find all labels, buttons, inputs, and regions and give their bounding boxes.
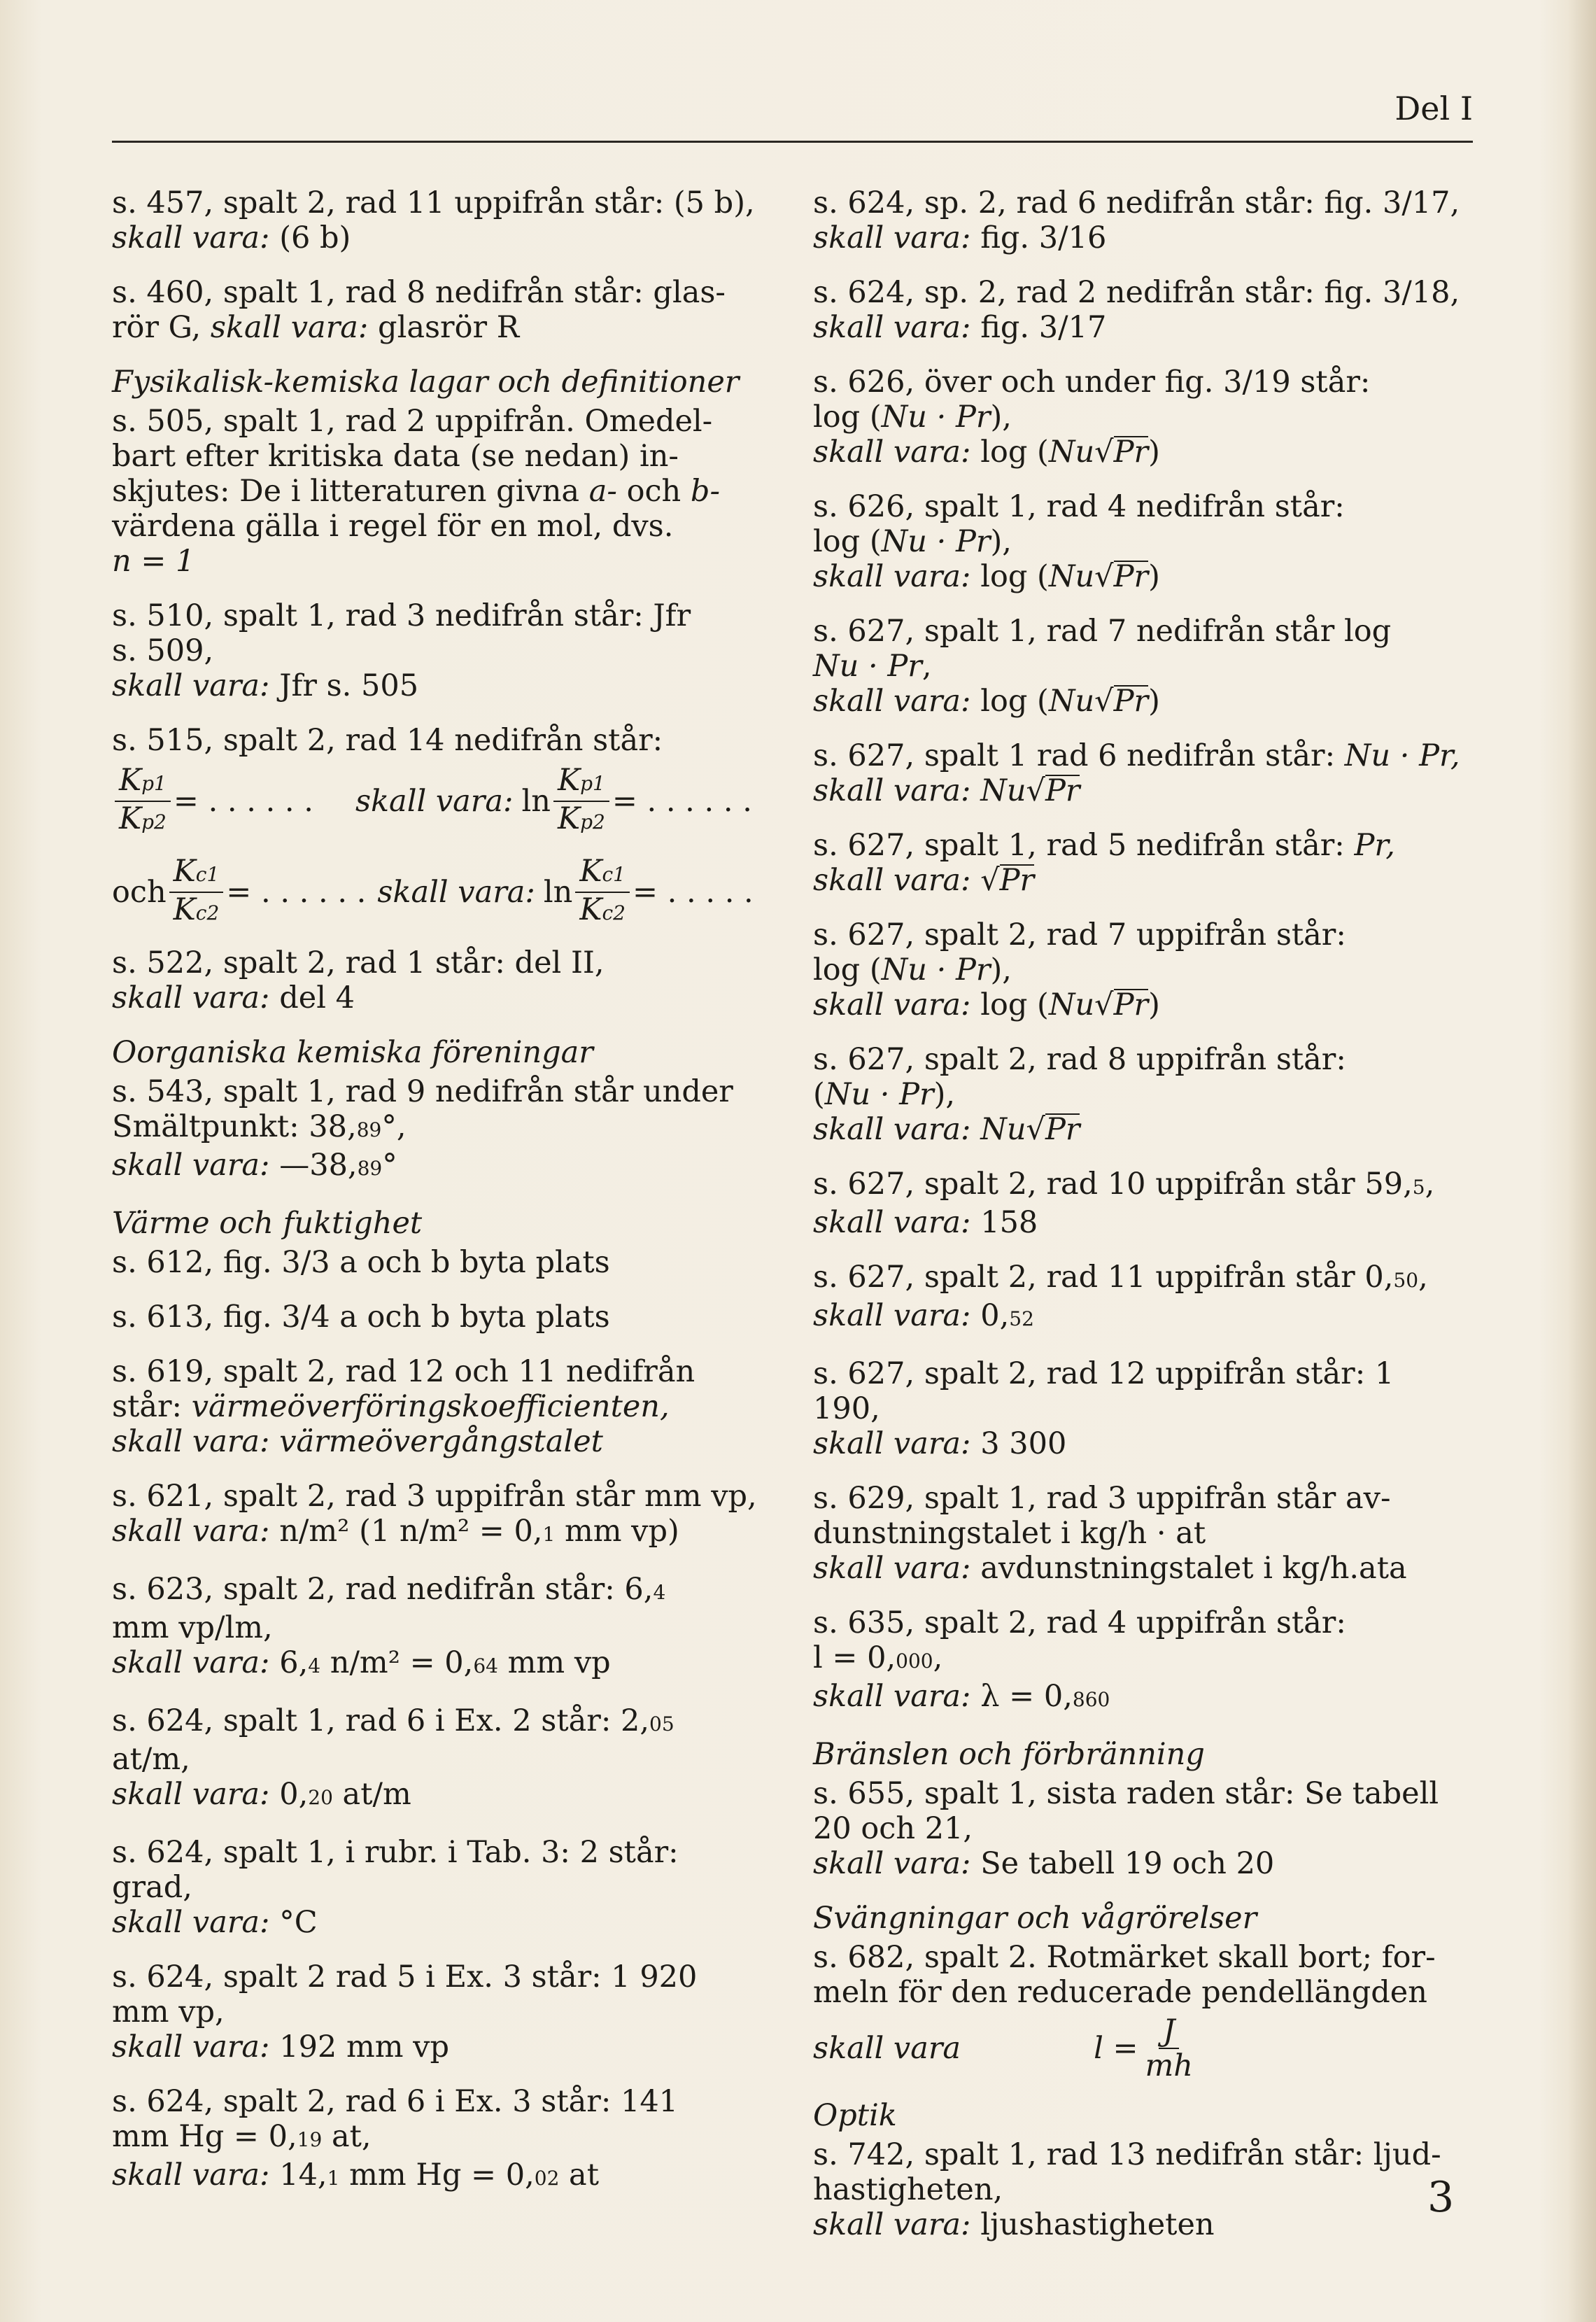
erratum-entry: s. 623, spalt 2, rad nedifrån står: 6,4 mm vp/lm, skall vara: 6,4 n/m² = 0,64 mm vp (112, 1572, 666, 1680)
erratum-entry: s. 627, spalt 2, rad 11 uppifrån står 0,50, skall vara: 0,52 (813, 1260, 1428, 1333)
section-heading: Värme och fuktighet (112, 1206, 423, 1241)
section-heading: Bränslen och förbränning (813, 1737, 1205, 1772)
formula-pendulum: skall vara l = $\frac{J}{mh}$ (813, 2013, 1193, 2083)
sqrt-sign: √ (980, 863, 1000, 898)
section-heading: Optik (813, 2098, 897, 2133)
sqrt-sign: √ (1026, 773, 1045, 808)
erratum-entry: s. 627, spalt 2, rad 7 uppifrån står: log (Nu · Pr), skall vara: log (Nu√Pr) (813, 917, 1346, 1022)
erratum-entry: s. 626, över och under fig. 3/19 står: log (Nu · Pr), skall vara: log (Nu√Pr) (813, 365, 1371, 470)
formula-kp: $\frac{Kp1}{Kp2}$ = . . . . . . skall vara: ln $\frac{Kp1}{Kp2}$ = . . . . . . (112, 764, 766, 839)
erratum-entry: s. 655, spalt 1, sista raden står: Se tabell 20 och 21, skall vara: Se tabell 19 och 20 (813, 1776, 1439, 1881)
section-heading: Svängningar och vågrörelser (813, 1901, 1257, 1936)
erratum-entry: s. 515, spalt 2, rad 14 nedifrån står: (112, 723, 663, 758)
erratum-entry: s. 624, spalt 1, i rubr. i Tab. 3: 2 står: grad, skall vara: °C (112, 1835, 679, 1940)
page-header (112, 83, 1473, 143)
section-heading: Fysikalisk-kemiska lagar och definitioner (112, 365, 740, 400)
erratum-entry: s. 624, spalt 2, rad 6 i Ex. 3 står: 141 mm Hg = 0,19 at, skall vara: 14,1 mm Hg = 0,02 at (112, 2084, 679, 2193)
erratum-entry: s. 627, spalt 2, rad 10 uppifrån står 59,5, skall vara: 158 (813, 1167, 1435, 1240)
header-rule (112, 141, 1473, 143)
erratum-entry: s. 742, spalt 1, rad 13 nedifrån står: ljud- hastigheten, skall vara: ljushastigheten (813, 2137, 1441, 2242)
erratum-entry: s. 505, spalt 1, rad 2 uppifrån. Omedel- bart efter kritiska data (se nedan) in- skjutes: De i litteraturen givna a- och b- värdena gälla i regel för en mol, dvs. n = 1 (112, 404, 720, 579)
sqrt-sign: √ (1094, 684, 1114, 719)
sqrt-sign: √ (1094, 559, 1114, 594)
erratum-entry: s. 624, spalt 2 rad 5 i Ex. 3 står: 1 920 mm vp, skall vara: 192 mm vp (112, 1959, 698, 2064)
erratum-entry: s. 619, spalt 2, rad 12 och 11 nedifrån står: värmeöverföringskoefficienten, skall vara: värmeövergångstalet (112, 1354, 695, 1459)
erratum-entry: s. 627, spalt 2, rad 12 uppifrån står: 1 190, skall vara: 3 300 (813, 1356, 1394, 1461)
erratum-entry: s. 612, fig. 3/3 a och b byta plats (112, 1245, 610, 1280)
sqrt-sign: √ (1026, 1112, 1045, 1147)
erratum-entry: s. 624, sp. 2, rad 2 nedifrån står: fig. 3/18, skall vara: fig. 3/17 (813, 275, 1460, 345)
sqrt-sign: √ (1094, 987, 1114, 1022)
erratum-entry: s. 624, spalt 1, rad 6 i Ex. 2 står: 2,05 at/m, skall vara: 0,20 at/m (112, 1703, 675, 1812)
sqrt-sign: √ (1094, 435, 1114, 470)
erratum-entry: s. 510, spalt 1, rad 3 nedifrån står: Jfr s. 509, skall vara: Jfr s. 505 (112, 598, 691, 703)
erratum-entry: s. 682, spalt 2. Rotmärket skall bort; for- meln för den reducerade pendellängden (813, 1940, 1436, 2010)
right-column (813, 185, 1467, 2262)
erratum-entry: s. 627, spalt 2, rad 8 uppifrån står: (Nu · Pr), skall vara: Nu√Pr (813, 1042, 1346, 1147)
erratum-entry: s. 629, spalt 1, rad 3 uppifrån står av- dunstningstalet i kg/h · at skall vara: avdunstningstalet i kg/h.ata (813, 1481, 1407, 1586)
erratum-entry: s. 613, fig. 3/4 a och b byta plats (112, 1300, 610, 1335)
page-number: 3 (1427, 2173, 1455, 2222)
erratum-entry: s. 626, spalt 1, rad 4 nedifrån står: log (Nu · Pr), skall vara: log (Nu√Pr) (813, 489, 1345, 594)
erratum-entry: s. 457, spalt 2, rad 11 uppifrån står: (5 b), skall vara: (6 b) (112, 185, 755, 255)
erratum-entry: s. 635, spalt 2, rad 4 uppifrån står: l = 0,000, skall vara: λ = 0,860 (813, 1605, 1346, 1714)
erratum-entry: s. 627, spalt 1 rad 6 nedifrån står: Nu · Pr, skall vara: Nu√Pr (813, 738, 1460, 808)
section-heading: Oorganiska kemiska föreningar (112, 1035, 593, 1070)
erratum-entry: s. 460, spalt 1, rad 8 nedifrån står: glas- rör G, skall vara: glasrör R (112, 275, 726, 345)
page-edge-shadow (1568, 0, 1596, 2322)
left-column (112, 185, 766, 2216)
erratum-entry: s. 624, sp. 2, rad 6 nedifrån står: fig. 3/17, skall vara: fig. 3/16 (813, 185, 1460, 255)
erratum-entry: s. 522, spalt 2, rad 1 står: del II, skall vara: del 4 (112, 945, 605, 1015)
erratum-entry: s. 621, spalt 2, rad 3 uppifrån står mm vp, skall vara: n/m² (1 n/m² = 0,1 mm vp) (112, 1479, 757, 1549)
part-label: Del I (1394, 90, 1473, 127)
erratum-entry: s. 627, spalt 1, rad 5 nedifrån står: Pr, skall vara: √Pr (813, 828, 1395, 898)
formula-kc: och $\frac{Kc1}{Kc2}$ = . . . . . . skall vara: ln $\frac{Kc1}{Kc2}$ = . . . . . (112, 854, 754, 927)
erratum-entry: s. 627, spalt 1, rad 7 nedifrån står log Nu · Pr, skall vara: log (Nu√Pr) (813, 614, 1392, 719)
erratum-entry: s. 543, spalt 1, rad 9 nedifrån står under Smältpunkt: 38,89°, skall vara: —38,89° (112, 1074, 733, 1183)
